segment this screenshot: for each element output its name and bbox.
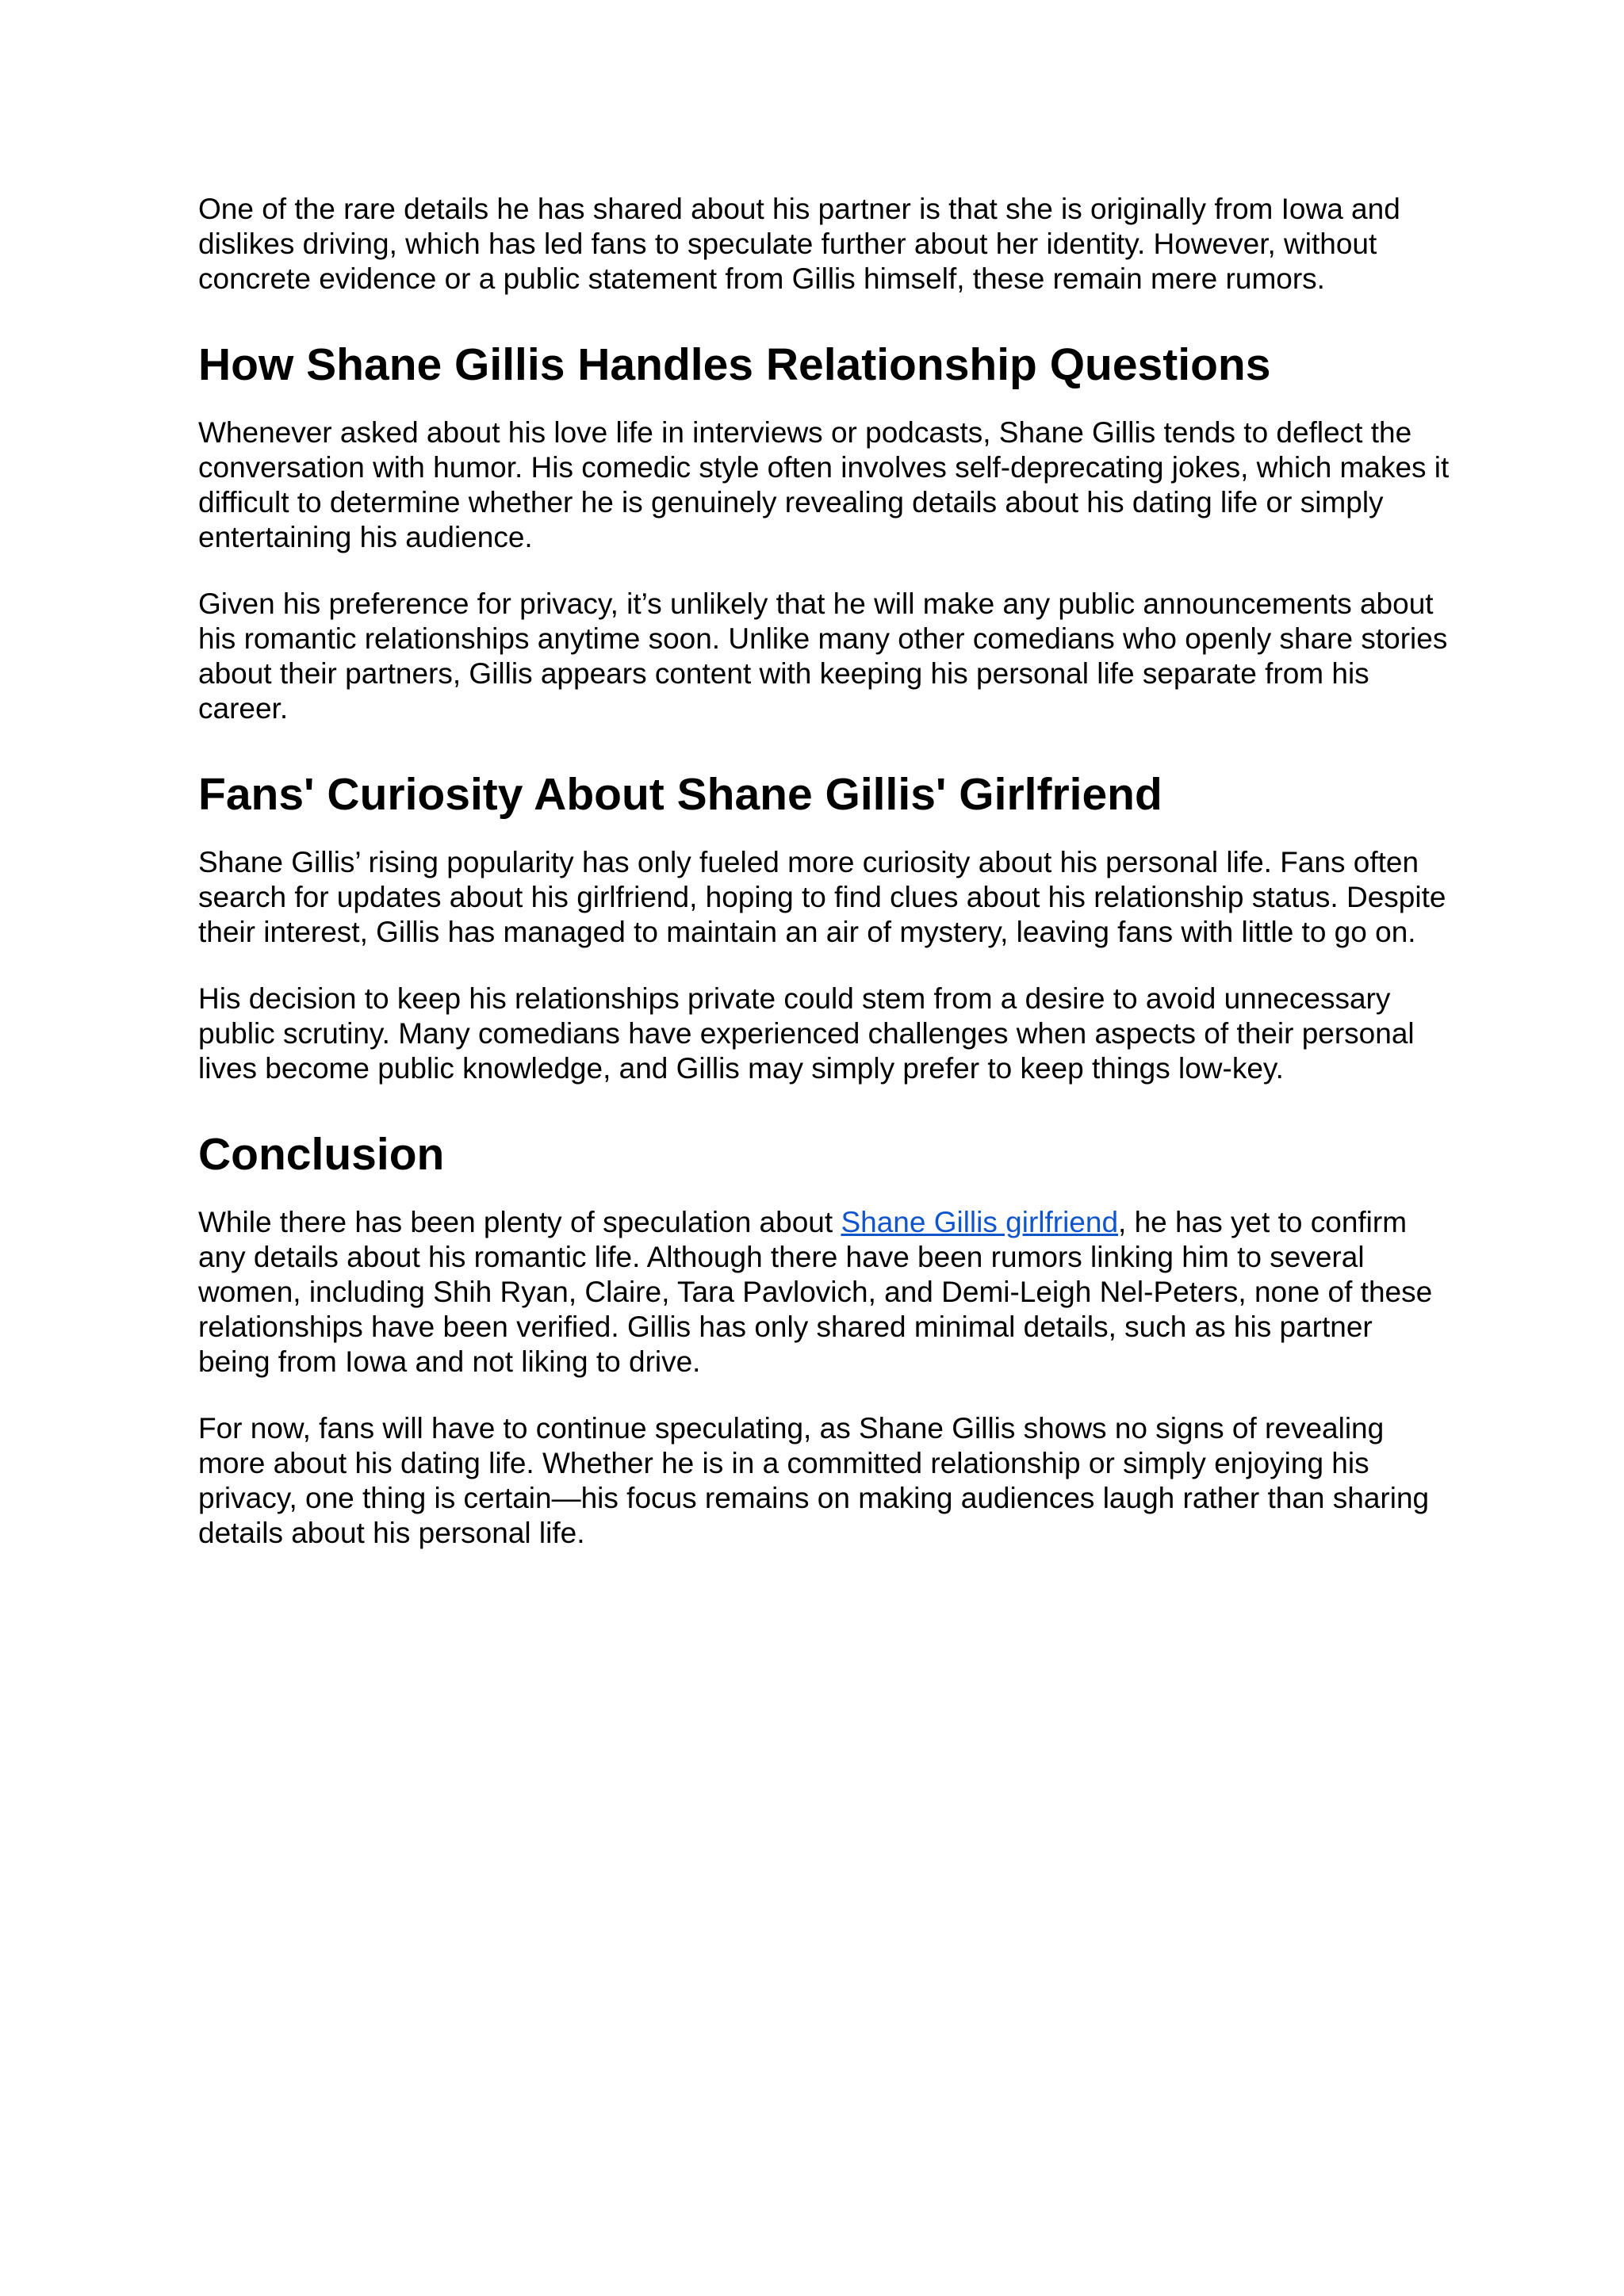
section-heading-fans-curiosity: Fans' Curiosity About Shane Gillis' Girlfriend — [198, 769, 1162, 820]
conclusion-paragraph-1 — [198, 1205, 1451, 1380]
conclusion-text-after-link: , he has yet to confirm any details about his romantic life. Although there have been rumors linking him to several women, including Shih Ryan, Claire, Tara Pavlovich, and Demi-Leigh Nel-Peters, none of these relationships have been verified. Gillis has only shared minimal details, such as his partner being from Iowa and not liking to drive. — [198, 1206, 1433, 1378]
intro-paragraph: One of the rare details he has shared about his partner is that she is originally from Iowa and dislikes driving, which has led fans to speculate further about her identity. However, without concrete evidence or a public statement from Gillis himself, these remain mere rumors. — [198, 193, 1400, 295]
relationship-questions-paragraph-2: Given his preference for privacy, it’s unlikely that he will make any public announcements about his romantic relationships anytime soon. Unlike many other comedians who openly share stories about their partners, Gillis appears content with keeping his personal life separate from his career. — [198, 587, 1448, 725]
fans-curiosity-paragraph-1: Shane Gillis’ rising popularity has only fueled more curiosity about his personal life. Fans often search for updates about his girlfriend, hoping to find clues about his relationship status. Despite their interest, Gillis has managed to maintain an air of mystery, leaving fans with little to go on. — [198, 846, 1446, 948]
relationship-questions-paragraph-1: Whenever asked about his love life in interviews or podcasts, Shane Gillis tends to deflect the conversation with humor. His comedic style often involves self-deprecating jokes, which makes it difficult to determine whether he is genuinely revealing details about his dating life or simply entertaining his audience. — [198, 416, 1450, 553]
shane-gillis-girlfriend-link[interactable]: Shane Gillis girlfriend — [841, 1206, 1119, 1238]
conclusion-paragraph-2: For now, fans will have to continue speculating, as Shane Gillis shows no signs of revealing more about his dating life. Whether he is in a committed relationship or simply enjoying his privacy, one thing is certain—his focus remains on making audiences laugh rather than sharing details about his personal life. — [198, 1412, 1430, 1549]
fans-curiosity-paragraph-2: His decision to keep his relationships private could stem from a desire to avoid unnecessary public scrutiny. Many comedians have experienced challenges when aspects of their personal lives become public knowledge, and Gillis may simply prefer to keep things low-key. — [198, 982, 1415, 1085]
section-heading-relationship-questions: How Shane Gillis Handles Relationship Questions — [198, 339, 1271, 390]
document-page — [198, 192, 1451, 1551]
section-heading-conclusion: Conclusion — [198, 1129, 445, 1180]
conclusion-text-before-link: While there has been plenty of speculation about — [198, 1206, 841, 1238]
